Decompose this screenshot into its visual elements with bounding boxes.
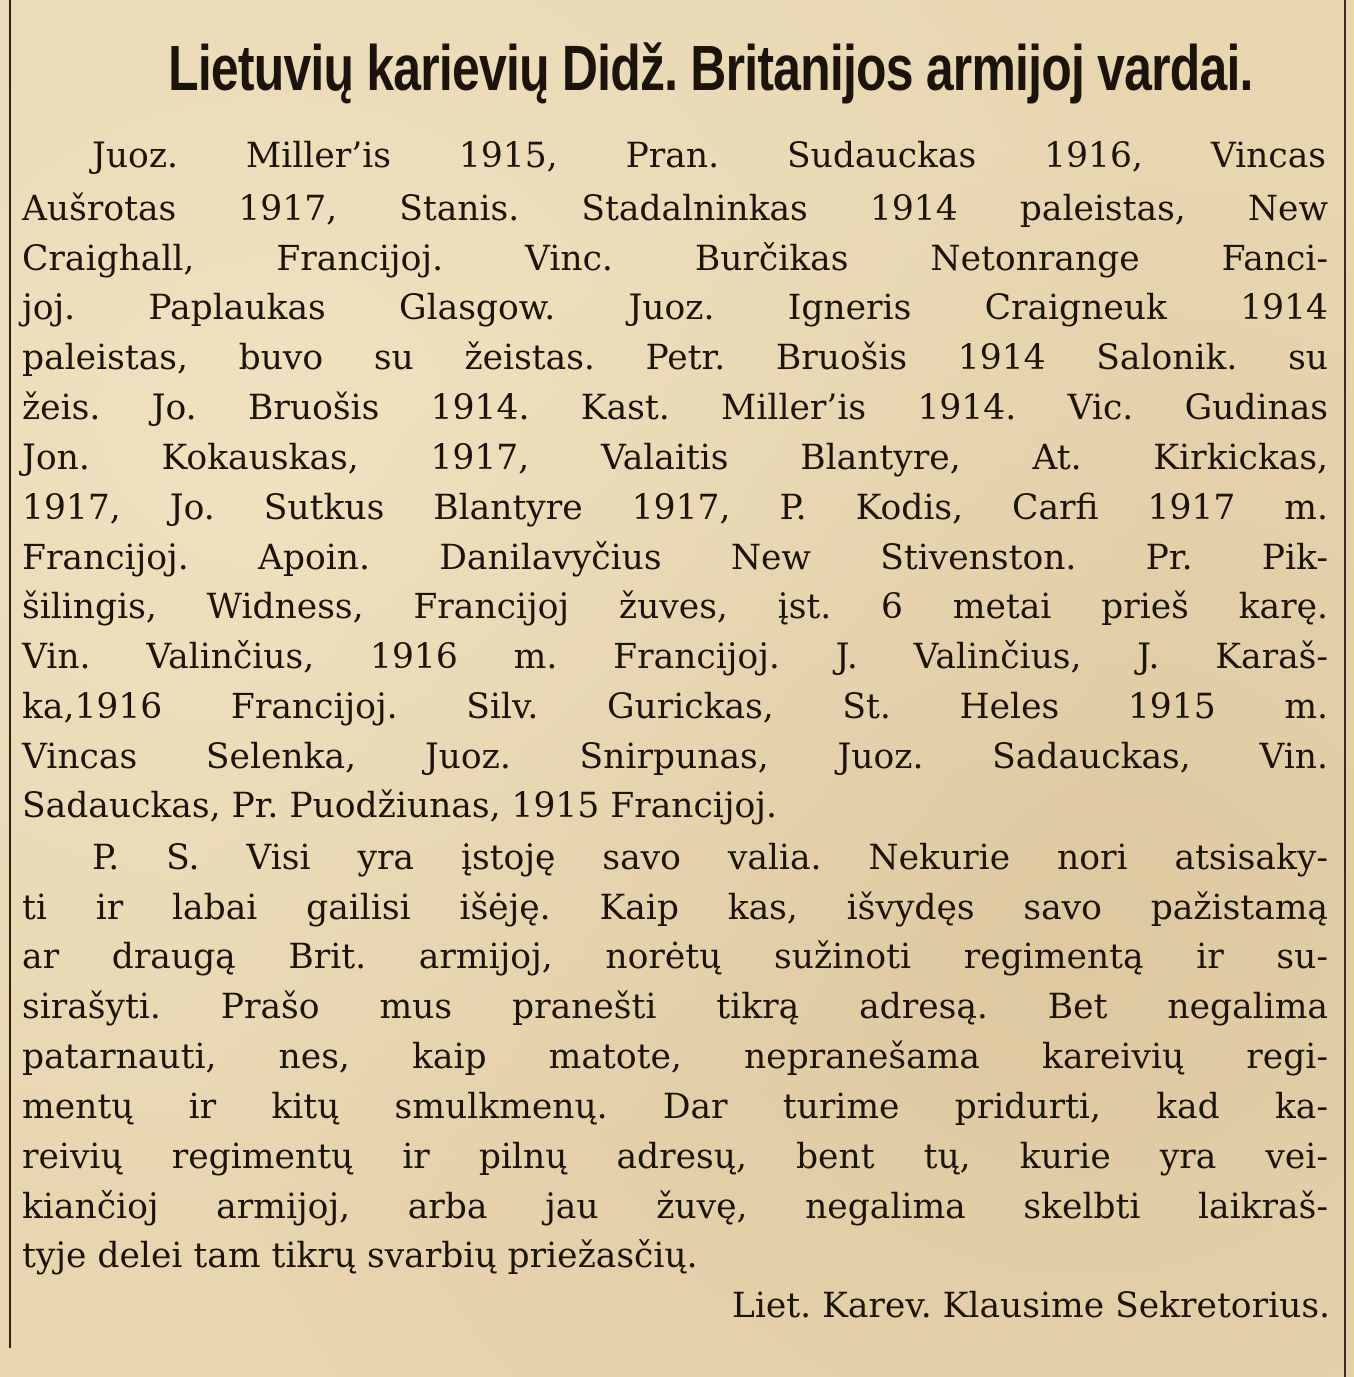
text-line-17: ar draugą Brit. armijoj, norėtų sužinoti regimentą ir su- (22, 937, 1328, 977)
text-line-3: Craighall, Francijoj. Vinc. Burčikas Netonrange Fanci- (22, 239, 1328, 279)
text-line-1: Juoz. Miller’is 1915, Pran. Sudauckas 1916, Vincas (92, 136, 1326, 176)
text-line-21: reivių regimentų ir pilnų adresų, bent tų, kurie yra vei- (22, 1137, 1328, 1177)
text-line-2: Aušrotas 1917, Stanis. Stadalninkas 1914 paleistas, New (22, 189, 1328, 229)
text-line-16: ti ir labai gailisi išėję. Kaip kas, išvydęs savo pažistamą (22, 888, 1328, 928)
text-line-18: sirašyti. Prašo mus pranešti tikrą adresą. Bet negalima (22, 987, 1328, 1027)
column-rule-left (9, 0, 11, 1348)
article-headline: Lietuvių karievių Didž. Britanijos armijoj vardai. (168, 32, 1253, 104)
text-line-10: šilingis, Widness, Francijoj žuves, įst. 6 metai prieš karę. (22, 587, 1328, 627)
text-line-20: mentų ir kitų smulkmenų. Dar turime pridurti, kad ka- (22, 1087, 1328, 1127)
text-line-7: Jon. Kokauskas, 1917, Valaitis Blantyre, At. Kirkickas, (22, 438, 1328, 478)
article-signature: Liet. Karev. Klausime Sekretorius. (731, 1286, 1330, 1326)
text-line-22: kiančioj armijoj, arba jau žuvę, negalima skelbti laikraš- (22, 1187, 1328, 1227)
text-line-8: 1917, Jo. Sutkus Blantyre 1917, P. Kodis, Carfi 1917 m. (22, 488, 1328, 528)
text-line-14: Sadauckas, Pr. Puodžiunas, 1915 Francijoj. (22, 786, 777, 826)
text-line-11: Vin. Valinčius, 1916 m. Francijoj. J. Valinčius, J. Karaš- (22, 637, 1328, 677)
text-line-6: žeis. Jo. Bruošis 1914. Kast. Miller’is 1914. Vic. Gudinas (22, 388, 1328, 428)
text-line-15: P. S. Visi yra įstoję savo valia. Nekurie nori atsisaky- (92, 838, 1328, 878)
text-line-4: joj. Paplaukas Glasgow. Juoz. Igneris Craigneuk 1914 (22, 288, 1328, 328)
text-line-23: tyje delei tam tikrų svarbių priežasčių. (22, 1236, 698, 1276)
text-line-13: Vincas Selenka, Juoz. Snirpunas, Juoz. Sadauckas, Vin. (22, 737, 1328, 777)
text-line-19: patarnauti, nes, kaip matote, nepranešama kareivių regi- (22, 1037, 1328, 1077)
text-line-12: ka,1916 Francijoj. Silv. Gurickas, St. Heles 1915 m. (22, 687, 1328, 727)
text-line-5: paleistas, buvo su žeistas. Petr. Bruošis 1914 Salonik. su (22, 338, 1328, 378)
text-line-9: Francijoj. Apoin. Danilavyčius New Stivenston. Pr. Pik- (22, 538, 1328, 578)
column-rule-right (1344, 0, 1346, 1377)
